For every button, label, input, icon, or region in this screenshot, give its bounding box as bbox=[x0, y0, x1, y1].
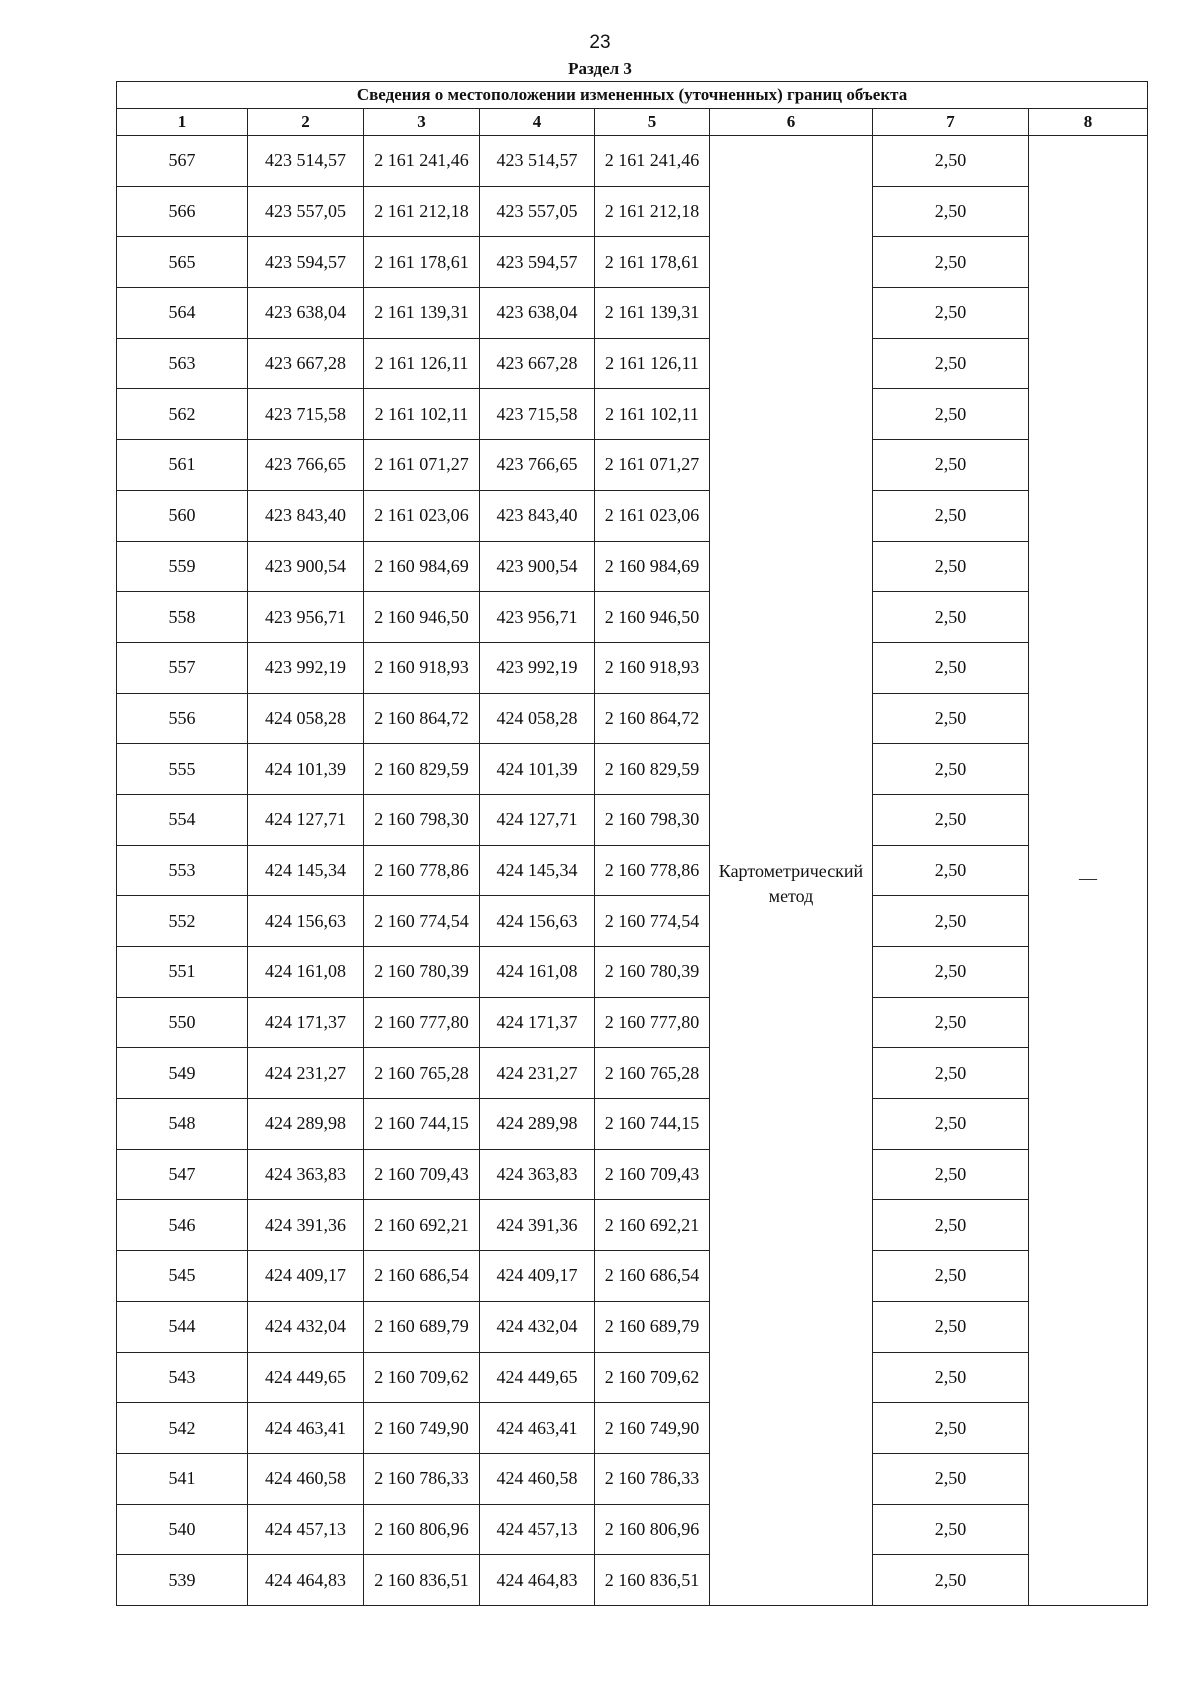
y-existing-cell: 2 161 178,61 bbox=[364, 237, 480, 288]
point-number-cell: 551 bbox=[117, 947, 248, 998]
table-row bbox=[117, 693, 1148, 744]
x-existing-cell: 424 449,65 bbox=[248, 1352, 364, 1403]
accuracy-cell: 2,50 bbox=[873, 1251, 1029, 1302]
point-number-cell: 556 bbox=[117, 693, 248, 744]
y-new-cell: 2 160 918,93 bbox=[595, 642, 710, 693]
x-new-cell: 424 127,71 bbox=[480, 794, 595, 845]
table-row bbox=[117, 338, 1148, 389]
x-existing-cell: 423 766,65 bbox=[248, 440, 364, 491]
accuracy-cell: 2,50 bbox=[873, 1453, 1029, 1504]
table-row bbox=[117, 237, 1148, 288]
point-number-cell: 550 bbox=[117, 997, 248, 1048]
x-new-cell: 423 956,71 bbox=[480, 592, 595, 643]
table-row bbox=[117, 947, 1148, 998]
x-existing-cell: 424 463,41 bbox=[248, 1403, 364, 1454]
accuracy-cell: 2,50 bbox=[873, 1099, 1029, 1150]
y-new-cell: 2 161 126,11 bbox=[595, 338, 710, 389]
x-new-cell: 424 156,63 bbox=[480, 896, 595, 947]
column8-cell bbox=[1029, 136, 1148, 1606]
x-existing-cell: 424 464,83 bbox=[248, 1555, 364, 1606]
table-row bbox=[117, 490, 1148, 541]
x-existing-cell: 424 145,34 bbox=[248, 845, 364, 896]
x-new-cell: 424 449,65 bbox=[480, 1352, 595, 1403]
point-number-cell: 542 bbox=[117, 1403, 248, 1454]
point-number-cell: 547 bbox=[117, 1149, 248, 1200]
accuracy-cell: 2,50 bbox=[873, 136, 1029, 187]
accuracy-cell: 2,50 bbox=[873, 744, 1029, 795]
point-number-cell: 545 bbox=[117, 1251, 248, 1302]
x-new-cell: 423 594,57 bbox=[480, 237, 595, 288]
y-new-cell: 2 160 689,79 bbox=[595, 1301, 710, 1352]
table-row bbox=[117, 389, 1148, 440]
page-number: 23 bbox=[589, 32, 611, 53]
point-number-cell: 560 bbox=[117, 490, 248, 541]
x-existing-cell: 424 363,83 bbox=[248, 1149, 364, 1200]
y-existing-cell: 2 160 692,21 bbox=[364, 1200, 480, 1251]
table-row bbox=[117, 186, 1148, 237]
y-new-cell: 2 160 786,33 bbox=[595, 1453, 710, 1504]
column-header: 8 bbox=[1029, 109, 1148, 136]
table-row bbox=[117, 1251, 1148, 1302]
table-row bbox=[117, 744, 1148, 795]
x-existing-cell: 423 956,71 bbox=[248, 592, 364, 643]
y-existing-cell: 2 161 102,11 bbox=[364, 389, 480, 440]
table-row bbox=[117, 1555, 1148, 1606]
x-existing-cell: 423 667,28 bbox=[248, 338, 364, 389]
y-existing-cell: 2 160 946,50 bbox=[364, 592, 480, 643]
y-new-cell: 2 160 749,90 bbox=[595, 1403, 710, 1454]
method-text: Картометрический метод bbox=[718, 861, 864, 907]
accuracy-cell: 2,50 bbox=[873, 845, 1029, 896]
table-caption: Сведения о местоположении измененных (уточненных) границ объекта bbox=[117, 82, 1148, 109]
y-new-cell: 2 161 139,31 bbox=[595, 288, 710, 339]
point-number-cell: 564 bbox=[117, 288, 248, 339]
accuracy-cell: 2,50 bbox=[873, 389, 1029, 440]
table-caption-row bbox=[117, 82, 1148, 109]
y-new-cell: 2 160 984,69 bbox=[595, 541, 710, 592]
column-header: 4 bbox=[480, 109, 595, 136]
y-new-cell: 2 161 023,06 bbox=[595, 490, 710, 541]
x-new-cell: 424 101,39 bbox=[480, 744, 595, 795]
point-number-cell: 541 bbox=[117, 1453, 248, 1504]
x-new-cell: 424 363,83 bbox=[480, 1149, 595, 1200]
table-row bbox=[117, 592, 1148, 643]
x-new-cell: 424 231,27 bbox=[480, 1048, 595, 1099]
accuracy-cell: 2,50 bbox=[873, 1403, 1029, 1454]
table-row bbox=[117, 288, 1148, 339]
table-row bbox=[117, 1352, 1148, 1403]
y-existing-cell: 2 160 786,33 bbox=[364, 1453, 480, 1504]
accuracy-cell: 2,50 bbox=[873, 794, 1029, 845]
y-existing-cell: 2 160 686,54 bbox=[364, 1251, 480, 1302]
point-number-cell: 567 bbox=[117, 136, 248, 187]
coordinates-table bbox=[116, 81, 1148, 1606]
y-new-cell: 2 160 946,50 bbox=[595, 592, 710, 643]
y-existing-cell: 2 160 777,80 bbox=[364, 997, 480, 1048]
x-existing-cell: 423 594,57 bbox=[248, 237, 364, 288]
accuracy-cell: 2,50 bbox=[873, 1352, 1029, 1403]
column-header: 6 bbox=[710, 109, 873, 136]
accuracy-cell: 2,50 bbox=[873, 693, 1029, 744]
x-new-cell: 423 715,58 bbox=[480, 389, 595, 440]
y-new-cell: 2 160 806,96 bbox=[595, 1504, 710, 1555]
x-existing-cell: 424 409,17 bbox=[248, 1251, 364, 1302]
point-number-cell: 558 bbox=[117, 592, 248, 643]
x-new-cell: 424 464,83 bbox=[480, 1555, 595, 1606]
point-number-cell: 543 bbox=[117, 1352, 248, 1403]
y-existing-cell: 2 161 212,18 bbox=[364, 186, 480, 237]
point-number-cell: 563 bbox=[117, 338, 248, 389]
y-new-cell: 2 160 692,21 bbox=[595, 1200, 710, 1251]
point-number-cell: 562 bbox=[117, 389, 248, 440]
y-existing-cell: 2 160 689,79 bbox=[364, 1301, 480, 1352]
x-new-cell: 424 289,98 bbox=[480, 1099, 595, 1150]
y-new-cell: 2 160 864,72 bbox=[595, 693, 710, 744]
accuracy-cell: 2,50 bbox=[873, 1504, 1029, 1555]
table-row bbox=[117, 1099, 1148, 1150]
point-number-cell: 555 bbox=[117, 744, 248, 795]
x-existing-cell: 424 460,58 bbox=[248, 1453, 364, 1504]
x-existing-cell: 423 843,40 bbox=[248, 490, 364, 541]
y-new-cell: 2 161 178,61 bbox=[595, 237, 710, 288]
accuracy-cell: 2,50 bbox=[873, 592, 1029, 643]
x-new-cell: 424 391,36 bbox=[480, 1200, 595, 1251]
y-existing-cell: 2 160 984,69 bbox=[364, 541, 480, 592]
point-number-cell: 552 bbox=[117, 896, 248, 947]
y-existing-cell: 2 161 126,11 bbox=[364, 338, 480, 389]
y-new-cell: 2 160 778,86 bbox=[595, 845, 710, 896]
table-row bbox=[117, 1403, 1148, 1454]
x-new-cell: 424 463,41 bbox=[480, 1403, 595, 1454]
point-number-cell: 553 bbox=[117, 845, 248, 896]
x-existing-cell: 423 557,05 bbox=[248, 186, 364, 237]
y-existing-cell: 2 160 709,62 bbox=[364, 1352, 480, 1403]
table-row bbox=[117, 1048, 1148, 1099]
table-row bbox=[117, 642, 1148, 693]
x-new-cell: 424 058,28 bbox=[480, 693, 595, 744]
accuracy-cell: 2,50 bbox=[873, 1301, 1029, 1352]
column8-value: — bbox=[1079, 867, 1098, 888]
point-number-cell: 561 bbox=[117, 440, 248, 491]
x-new-cell: 423 900,54 bbox=[480, 541, 595, 592]
y-new-cell: 2 161 071,27 bbox=[595, 440, 710, 491]
y-existing-cell: 2 160 864,72 bbox=[364, 693, 480, 744]
x-existing-cell: 424 231,27 bbox=[248, 1048, 364, 1099]
column-header: 1 bbox=[117, 109, 248, 136]
y-new-cell: 2 160 777,80 bbox=[595, 997, 710, 1048]
y-existing-cell: 2 160 765,28 bbox=[364, 1048, 480, 1099]
x-existing-cell: 424 127,71 bbox=[248, 794, 364, 845]
table-row bbox=[117, 440, 1148, 491]
table-row bbox=[117, 136, 1148, 187]
table-row bbox=[117, 1149, 1148, 1200]
x-existing-cell: 424 161,08 bbox=[248, 947, 364, 998]
column-header: 5 bbox=[595, 109, 710, 136]
x-existing-cell: 424 101,39 bbox=[248, 744, 364, 795]
y-existing-cell: 2 160 829,59 bbox=[364, 744, 480, 795]
accuracy-cell: 2,50 bbox=[873, 541, 1029, 592]
y-existing-cell: 2 160 774,54 bbox=[364, 896, 480, 947]
accuracy-cell: 2,50 bbox=[873, 186, 1029, 237]
x-new-cell: 423 766,65 bbox=[480, 440, 595, 491]
y-existing-cell: 2 160 709,43 bbox=[364, 1149, 480, 1200]
accuracy-cell: 2,50 bbox=[873, 997, 1029, 1048]
y-existing-cell: 2 161 023,06 bbox=[364, 490, 480, 541]
point-number-cell: 539 bbox=[117, 1555, 248, 1606]
y-existing-cell: 2 160 780,39 bbox=[364, 947, 480, 998]
x-existing-cell: 424 289,98 bbox=[248, 1099, 364, 1150]
x-existing-cell: 423 715,58 bbox=[248, 389, 364, 440]
point-number-cell: 548 bbox=[117, 1099, 248, 1150]
x-new-cell: 423 557,05 bbox=[480, 186, 595, 237]
point-number-cell: 554 bbox=[117, 794, 248, 845]
y-new-cell: 2 160 686,54 bbox=[595, 1251, 710, 1302]
accuracy-cell: 2,50 bbox=[873, 1149, 1029, 1200]
method-cell bbox=[710, 136, 873, 1606]
x-new-cell: 424 460,58 bbox=[480, 1453, 595, 1504]
x-existing-cell: 424 156,63 bbox=[248, 896, 364, 947]
accuracy-cell: 2,50 bbox=[873, 947, 1029, 998]
x-existing-cell: 424 457,13 bbox=[248, 1504, 364, 1555]
section-title: Раздел 3 bbox=[568, 59, 632, 78]
x-new-cell: 424 432,04 bbox=[480, 1301, 595, 1352]
y-existing-cell: 2 160 778,86 bbox=[364, 845, 480, 896]
accuracy-cell: 2,50 bbox=[873, 1555, 1029, 1606]
y-existing-cell: 2 160 918,93 bbox=[364, 642, 480, 693]
table-row bbox=[117, 997, 1148, 1048]
x-new-cell: 423 843,40 bbox=[480, 490, 595, 541]
table-row bbox=[117, 794, 1148, 845]
accuracy-cell: 2,50 bbox=[873, 1048, 1029, 1099]
accuracy-cell: 2,50 bbox=[873, 237, 1029, 288]
x-existing-cell: 423 992,19 bbox=[248, 642, 364, 693]
point-number-cell: 546 bbox=[117, 1200, 248, 1251]
point-number-cell: 565 bbox=[117, 237, 248, 288]
y-existing-cell: 2 160 749,90 bbox=[364, 1403, 480, 1454]
y-existing-cell: 2 161 241,46 bbox=[364, 136, 480, 187]
x-existing-cell: 423 900,54 bbox=[248, 541, 364, 592]
table-header-row bbox=[117, 109, 1148, 136]
y-new-cell: 2 160 765,28 bbox=[595, 1048, 710, 1099]
point-number-cell: 566 bbox=[117, 186, 248, 237]
table-row bbox=[117, 1504, 1148, 1555]
accuracy-cell: 2,50 bbox=[873, 642, 1029, 693]
y-new-cell: 2 160 744,15 bbox=[595, 1099, 710, 1150]
x-new-cell: 424 409,17 bbox=[480, 1251, 595, 1302]
x-existing-cell: 423 638,04 bbox=[248, 288, 364, 339]
y-new-cell: 2 160 709,43 bbox=[595, 1149, 710, 1200]
point-number-cell: 549 bbox=[117, 1048, 248, 1099]
point-number-cell: 544 bbox=[117, 1301, 248, 1352]
point-number-cell: 559 bbox=[117, 541, 248, 592]
x-existing-cell: 424 171,37 bbox=[248, 997, 364, 1048]
x-new-cell: 423 667,28 bbox=[480, 338, 595, 389]
accuracy-cell: 2,50 bbox=[873, 896, 1029, 947]
y-new-cell: 2 160 774,54 bbox=[595, 896, 710, 947]
table-row bbox=[117, 896, 1148, 947]
accuracy-cell: 2,50 bbox=[873, 288, 1029, 339]
y-existing-cell: 2 160 744,15 bbox=[364, 1099, 480, 1150]
x-new-cell: 423 992,19 bbox=[480, 642, 595, 693]
y-existing-cell: 2 160 836,51 bbox=[364, 1555, 480, 1606]
y-new-cell: 2 160 836,51 bbox=[595, 1555, 710, 1606]
x-new-cell: 424 161,08 bbox=[480, 947, 595, 998]
y-new-cell: 2 160 798,30 bbox=[595, 794, 710, 845]
table-row bbox=[117, 1453, 1148, 1504]
table-row bbox=[117, 845, 1148, 896]
y-new-cell: 2 160 709,62 bbox=[595, 1352, 710, 1403]
accuracy-cell: 2,50 bbox=[873, 338, 1029, 389]
table-row bbox=[117, 541, 1148, 592]
x-existing-cell: 424 058,28 bbox=[248, 693, 364, 744]
y-new-cell: 2 161 241,46 bbox=[595, 136, 710, 187]
x-new-cell: 423 638,04 bbox=[480, 288, 595, 339]
point-number-cell: 557 bbox=[117, 642, 248, 693]
accuracy-cell: 2,50 bbox=[873, 490, 1029, 541]
column-header: 7 bbox=[873, 109, 1029, 136]
column-header: 3 bbox=[364, 109, 480, 136]
y-existing-cell: 2 161 071,27 bbox=[364, 440, 480, 491]
y-existing-cell: 2 160 806,96 bbox=[364, 1504, 480, 1555]
x-new-cell: 424 171,37 bbox=[480, 997, 595, 1048]
accuracy-cell: 2,50 bbox=[873, 440, 1029, 491]
x-existing-cell: 424 432,04 bbox=[248, 1301, 364, 1352]
y-existing-cell: 2 161 139,31 bbox=[364, 288, 480, 339]
y-new-cell: 2 160 780,39 bbox=[595, 947, 710, 998]
y-new-cell: 2 161 212,18 bbox=[595, 186, 710, 237]
y-new-cell: 2 160 829,59 bbox=[595, 744, 710, 795]
table-row bbox=[117, 1200, 1148, 1251]
x-new-cell: 424 145,34 bbox=[480, 845, 595, 896]
x-new-cell: 423 514,57 bbox=[480, 136, 595, 187]
table-row bbox=[117, 1301, 1148, 1352]
x-existing-cell: 423 514,57 bbox=[248, 136, 364, 187]
accuracy-cell: 2,50 bbox=[873, 1200, 1029, 1251]
column-header: 2 bbox=[248, 109, 364, 136]
y-new-cell: 2 161 102,11 bbox=[595, 389, 710, 440]
y-existing-cell: 2 160 798,30 bbox=[364, 794, 480, 845]
x-existing-cell: 424 391,36 bbox=[248, 1200, 364, 1251]
x-new-cell: 424 457,13 bbox=[480, 1504, 595, 1555]
point-number-cell: 540 bbox=[117, 1504, 248, 1555]
